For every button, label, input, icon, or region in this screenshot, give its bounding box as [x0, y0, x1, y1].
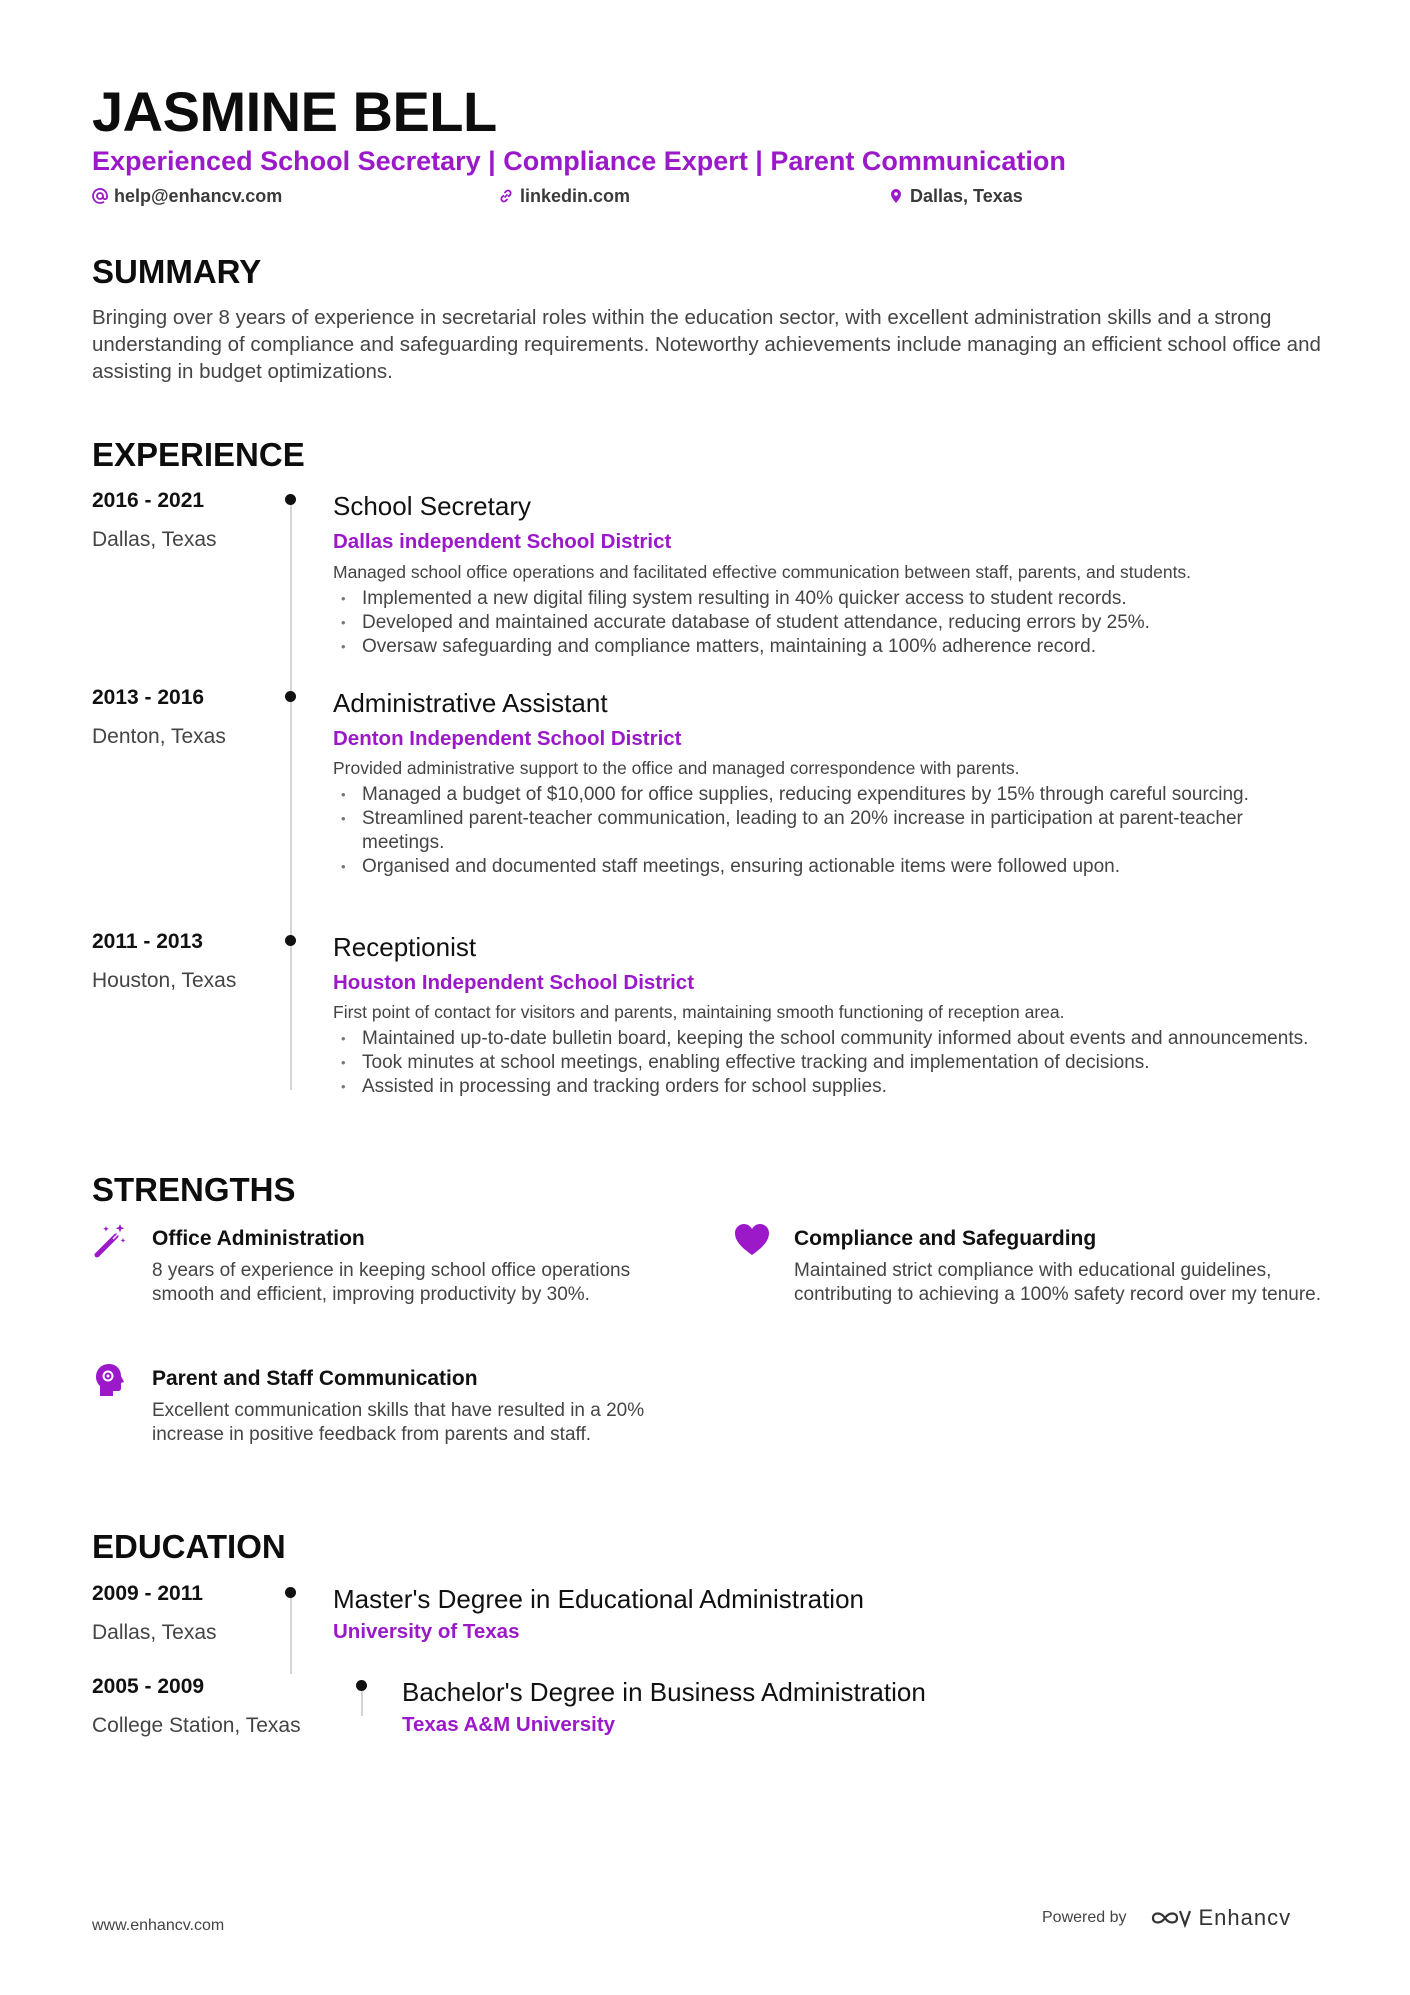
timeline-dot	[285, 1587, 296, 1598]
list-item: • Developed and maintained accurate database of student attendance, reducing errors by 25%.	[333, 611, 1313, 635]
timeline-dot	[285, 691, 296, 702]
magic-wand-icon	[92, 1222, 128, 1258]
strength-description: Excellent communication skills that have resulted in a 20% increase in positive feedback from parents and staff.	[152, 1400, 645, 1445]
summary-text: Bringing over 8 years of experience in secretarial roles within the education sector, with excellent administration skills and a strong understanding of compliance and safeguarding requirements. Noteworthy achievements include managing an efficient school office and assisting in budget optimizations.	[92, 306, 1321, 383]
job-dates: 2011 - 2013	[92, 930, 203, 953]
candidate-name: JASMINE BELL	[92, 80, 497, 143]
education-degree: Master's Degree in Educational Administration	[333, 1584, 865, 1614]
job-bullets	[333, 1027, 1313, 1099]
job-company: Dallas independent School District	[333, 530, 672, 553]
job-description: Provided administrative support to the office and managed correspondence with parents.	[333, 758, 1020, 778]
contact-email[interactable]	[92, 185, 282, 207]
education-school: Texas A&M University	[402, 1713, 616, 1736]
timeline-dot	[285, 935, 296, 946]
list-item: • Maintained up-to-date bulletin board, keeping the school community informed about events and announcements.	[333, 1027, 1313, 1051]
experience-timeline	[290, 500, 292, 1090]
strength-description: Maintained strict compliance with educational guidelines, contributing to achieving a 100% safety record over my tenure.	[794, 1260, 1322, 1305]
candidate-headline: Experienced School Secretary | Compliance Expert | Parent Communication	[92, 146, 1066, 176]
list-item: • Assisted in processing and tracking orders for school supplies.	[333, 1075, 1313, 1099]
heart-icon	[734, 1222, 770, 1258]
job-bullets	[333, 783, 1313, 879]
job-description: Managed school office operations and facilitated effective communication between staff, parents, and students.	[333, 562, 1192, 582]
summary-heading: SUMMARY	[92, 253, 262, 290]
list-item: • Streamlined parent-teacher communication, leading to an 20% increase in participation at parent-teacher meetings.	[333, 807, 1313, 855]
education-dates: 2005 - 2009	[92, 1675, 205, 1698]
footer-powered-by	[1042, 1905, 1291, 1931]
job-location: Dallas, Texas	[92, 528, 217, 551]
education-degree: Bachelor's Degree in Business Administration	[402, 1677, 926, 1707]
brand-logo[interactable]	[1149, 1905, 1292, 1931]
job-role: School Secretary	[333, 491, 531, 521]
education-school: University of Texas	[333, 1620, 520, 1643]
at-sign-icon	[92, 188, 108, 204]
footer-website[interactable]: www.enhancv.com	[92, 1917, 225, 1934]
list-item: • Took minutes at school meetings, enabling effective tracking and implementation of decisions.	[333, 1051, 1313, 1075]
job-dates: 2013 - 2016	[92, 686, 205, 709]
job-location: Houston, Texas	[92, 969, 237, 992]
job-role: Receptionist	[333, 932, 477, 962]
linkedin-text: linkedin.com	[520, 186, 631, 206]
job-bullets	[333, 587, 1313, 659]
education-dates: 2009 - 2011	[92, 1582, 203, 1605]
strengths-heading: STRENGTHS	[92, 1171, 296, 1208]
strength-title: Office Administration	[152, 1227, 365, 1250]
education-heading: EDUCATION	[92, 1528, 286, 1565]
list-item: • Organised and documented staff meetings, ensuring actionable items were followed upon.	[333, 855, 1313, 879]
job-location: Denton, Texas	[92, 725, 226, 748]
job-dates: 2016 - 2021	[92, 489, 205, 512]
job-description: First point of contact for visitors and parents, maintaining smooth functioning of reception area.	[333, 1002, 1065, 1022]
list-item: • Managed a budget of $10,000 for office supplies, reducing expenditures by 15% through careful sourcing.	[333, 783, 1313, 807]
enhancv-logo-icon	[1149, 1907, 1191, 1929]
timeline-dot	[356, 1680, 367, 1691]
education-timeline	[290, 1592, 292, 1674]
timeline-dot	[285, 494, 296, 505]
list-item: • Implemented a new digital filing system resulting in 40% quicker access to student records.	[333, 587, 1313, 611]
strength-description: 8 years of experience in keeping school office operations smooth and efficient, improving productivity by 30%.	[152, 1260, 631, 1305]
contact-linkedin[interactable]	[498, 185, 630, 207]
education-location: College Station, Texas	[92, 1714, 301, 1737]
location-text: Dallas, Texas	[910, 186, 1023, 206]
job-role: Administrative Assistant	[333, 688, 608, 718]
list-item: • Oversaw safeguarding and compliance matters, maintaining a 100% adherence record.	[333, 635, 1313, 659]
link-icon	[498, 188, 514, 204]
brand-name: Enhancv	[1198, 1905, 1292, 1930]
strength-title: Compliance and Safeguarding	[794, 1227, 1097, 1250]
resume-page	[92, 0, 1332, 1995]
powered-by-label: Powered by	[1042, 1909, 1127, 1926]
head-profile-icon	[92, 1362, 128, 1398]
location-pin-icon	[888, 188, 904, 204]
job-company: Houston Independent School District	[333, 971, 695, 994]
email-text: help@enhancv.com	[114, 186, 283, 206]
education-location: Dallas, Texas	[92, 1621, 217, 1644]
job-company: Denton Independent School District	[333, 727, 682, 750]
strength-title: Parent and Staff Communication	[152, 1367, 478, 1390]
contact-location	[888, 185, 1023, 207]
experience-heading: EXPERIENCE	[92, 436, 305, 473]
